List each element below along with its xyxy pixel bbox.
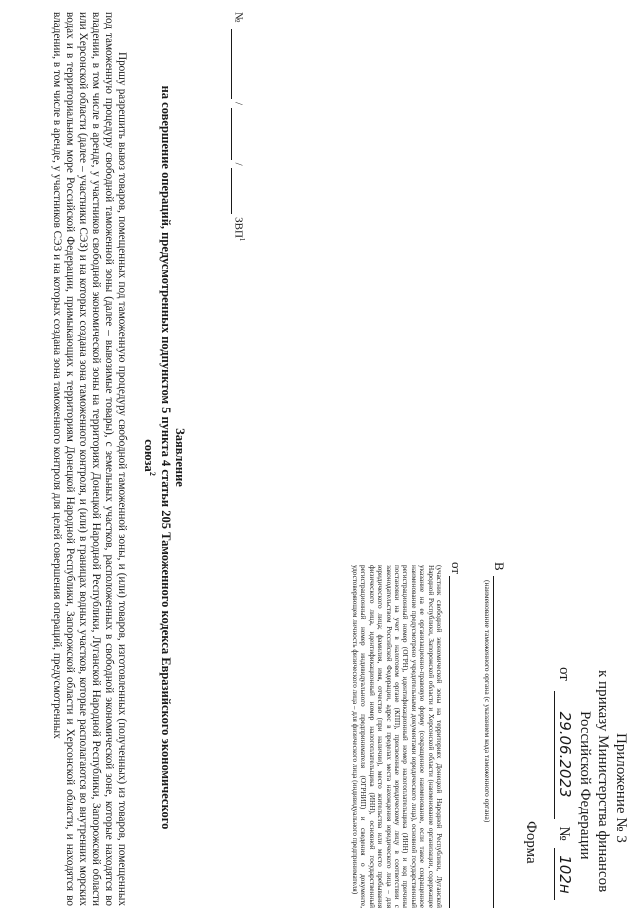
title-footnote: 2 xyxy=(148,471,157,476)
reg-blank-3 xyxy=(231,168,244,214)
title-line-3: союза$^2$ xyxy=(141,439,157,476)
reg-blank-2 xyxy=(231,108,244,160)
ministry-line: Российской Федерации xyxy=(577,711,593,860)
order-date: 29.06.2023 xyxy=(554,691,574,819)
reg-sep-2: / xyxy=(232,162,245,166)
from-label: от xyxy=(556,667,572,681)
from-caption: (участник свободной экономической зоны на территориях Донецкой Народной Республики, Луганской Народной Республики, Запорожской области и Херсонской области (наименование организации, содержащее указание на ее организационно-правовую форму (сокращенное наименование, если такое сокращенное наименование предусмотрено учредительными документами юридического лица), основной государственный регистрационный номер (ОГРН), идентификационный номер налогоплательщика (ИНН) и код причины постановки на учет в налоговом органе (КПП), присвоенные юридическому лицу в соответствии с законодательством Российской Федерации, адрес в пределах места нахождения юридического лица – для юридического лица; фамилия, имя, отчество (при наличии), место жительства или место пребывания физического лица, идентификационный номер налогоплательщика (ИНН), основной государственный регистрационный номер индивидуального предпринимателя (ОГРНИП) и сведения о документе, удостоверяющем личность физического лица – для физического лица (индивидуального предпринимателя) xyxy=(350,565,443,908)
date-row xyxy=(554,667,574,900)
title-line-2: на совершение операций, предусмотренных подпунктом 5 пункта 4 статьи 205 Таможенного кодекса Евразийского экономического xyxy=(159,85,173,830)
reg-prefix: № xyxy=(232,12,245,23)
body-paragraph: Прошу разрешить вывоз товаров, помещенных под таможенную процедуру свободной таможенной зоны, и (или) товаров, изготовленных (полученных) из товаров, помещенных под таможенную процедуру свободной таможенной зоны (далее – вывозимые товары), с земельных участков, расположенных в свободной экономической зоне, которые находятся во владении, в том числе в аренде, у участников свободной экономической зоны на территориях Донецкой Народной Республики, Луганской Народной Республики, Запорожской области или Херсонской области (далее – участники СЭЗ) и на которых создана зона таможенного контроля, и (или) в границах водных участков, которые располагаются во внутренних морских водах и в территориальном море Российской Федерации, примыкающих к территориям Донецкой Народной Республики, Запорожской области и Херсонской области, и находятся во владении, в том числе в аренде, у участников СЭЗ и на которых создана зона таможенного контроля для целей совершения операций, предусмотренных xyxy=(50,12,128,906)
from-label-2: от xyxy=(449,562,464,575)
to-label: В xyxy=(492,562,507,571)
order-line: к приказу Министерства финансов xyxy=(595,670,611,893)
appendix-title: Приложение № 3 xyxy=(613,733,629,843)
title-line-1: Заявление xyxy=(173,428,187,487)
reg-suffix: ЗВП xyxy=(232,217,245,238)
reg-footnote: 1 xyxy=(238,237,246,242)
number-label: № xyxy=(556,826,572,841)
to-line xyxy=(493,576,494,908)
form-label: Форма xyxy=(523,821,539,864)
document-title xyxy=(142,0,187,915)
reg-sep-1: / xyxy=(232,102,245,106)
from-line xyxy=(449,576,450,908)
to-caption: (наименование таможенного органа (с указанием кода таможенного органа) xyxy=(483,580,492,823)
reg-blank-1 xyxy=(231,29,244,99)
registration-number xyxy=(231,12,246,241)
order-number: 102н xyxy=(554,848,574,900)
